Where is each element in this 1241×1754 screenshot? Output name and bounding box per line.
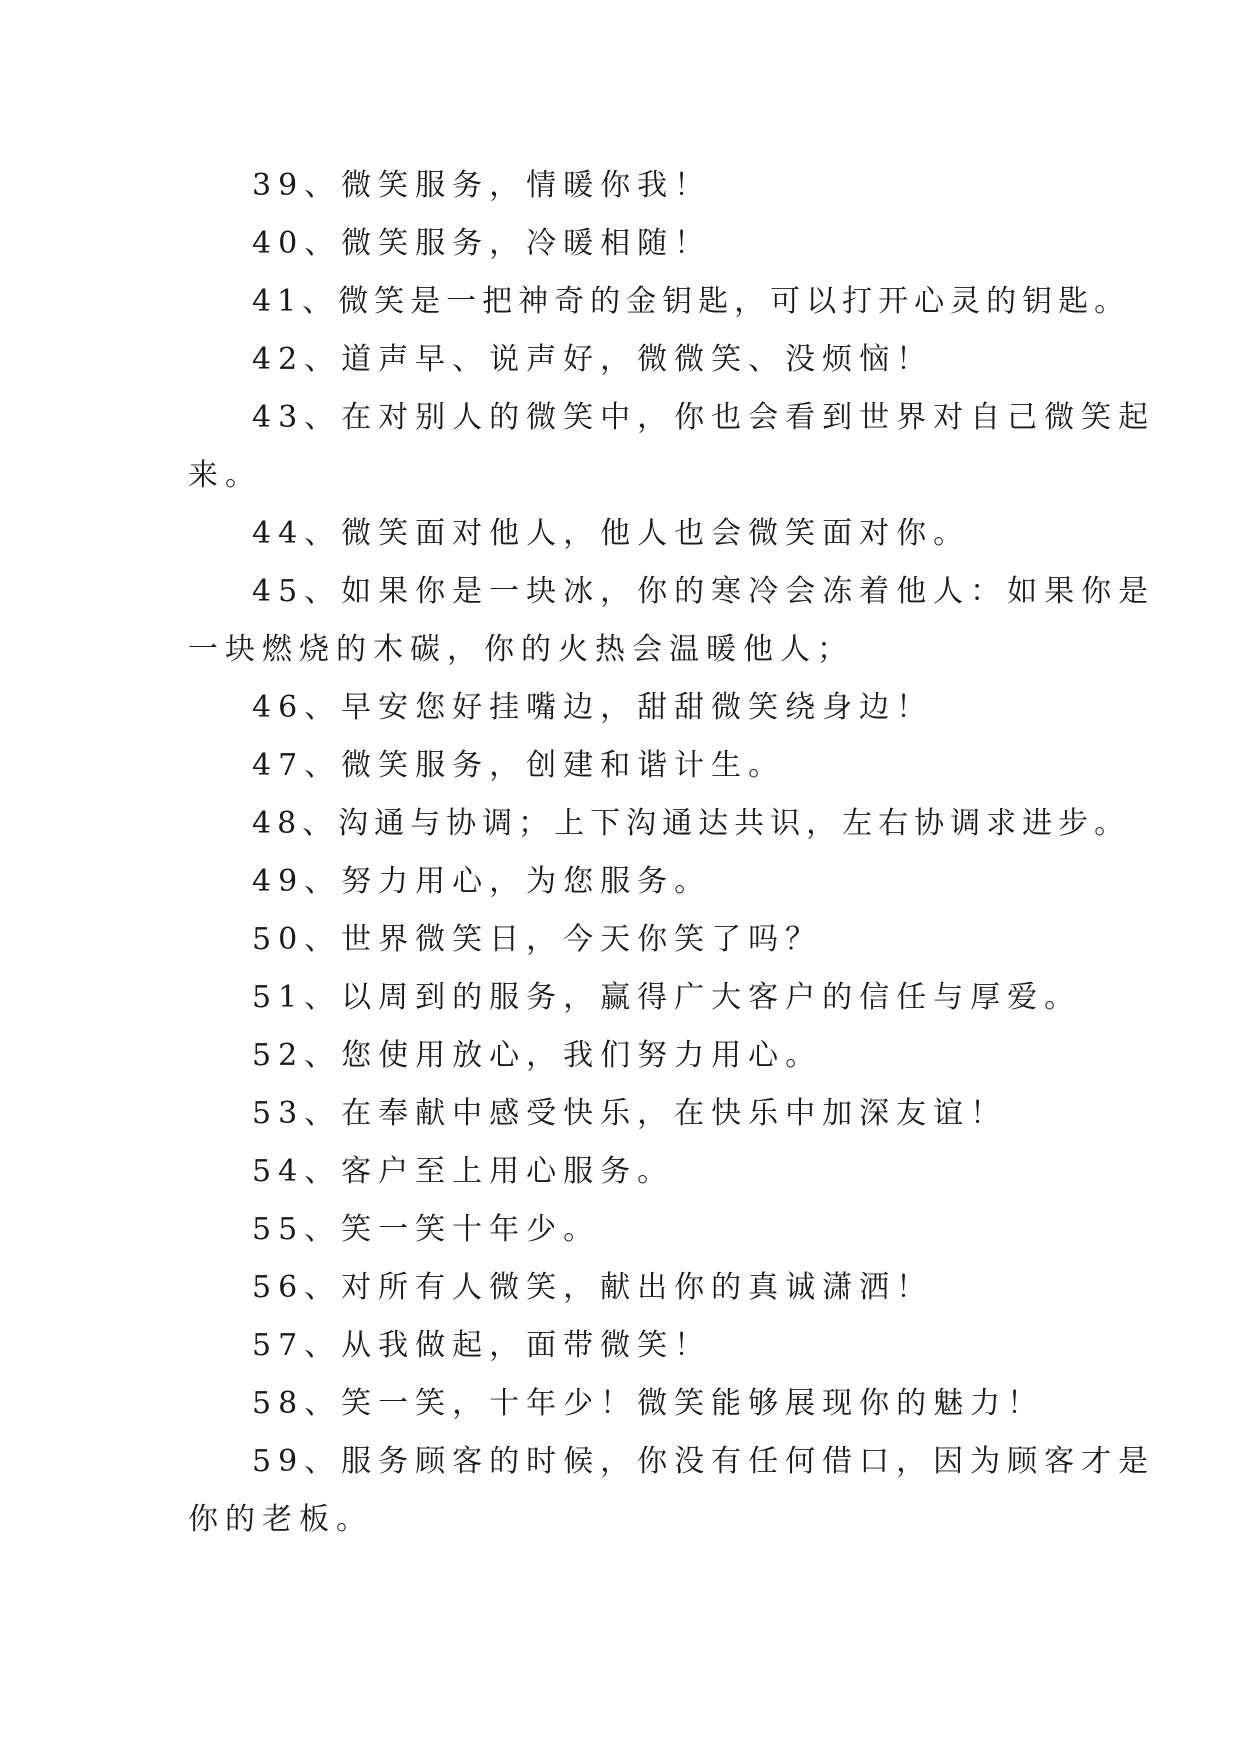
slogan-59: 59、服务顾客的时候，你没有任何借口，因为顾客才是 <box>252 1444 1156 1479</box>
slogan-43-continuation: 来。 <box>188 458 262 493</box>
slogan-40: 40、微笑服务，冷暖相随！ <box>252 226 712 261</box>
slogan-48: 48、沟通与协调；上下沟通达共识，左右协调求进步。 <box>252 806 1131 841</box>
slogan-50: 50、世界微笑日，今天你笑了吗？ <box>252 922 823 957</box>
slogan-39: 39、微笑服务，情暖你我！ <box>252 168 712 203</box>
slogan-46: 46、早安您好挂嘴边，甜甜微笑绕身边！ <box>252 690 934 725</box>
slogan-56: 56、对所有人微笑，献出你的真诚潇洒！ <box>252 1270 934 1305</box>
slogan-41: 41、微笑是一把神奇的金钥匙，可以打开心灵的钥匙。 <box>252 284 1131 319</box>
slogan-59-continuation: 你的老板。 <box>188 1502 373 1537</box>
slogan-44: 44、微笑面对他人，他人也会微笑面对你。 <box>252 516 971 551</box>
slogan-54: 54、客户至上用心服务。 <box>252 1154 675 1189</box>
slogan-43: 43、在对别人的微笑中，你也会看到世界对自己微笑起 <box>252 400 1156 435</box>
slogan-55: 55、笑一笑十年少。 <box>252 1212 601 1247</box>
slogan-45-continuation: 一块燃烧的木碳，你的火热会温暖他人； <box>188 632 854 667</box>
slogan-42: 42、道声早、说声好，微微笑、没烦恼！ <box>252 342 934 377</box>
slogan-49: 49、努力用心，为您服务。 <box>252 864 712 899</box>
slogan-58: 58、笑一笑，十年少！微笑能够展现你的魅力！ <box>252 1386 1045 1421</box>
slogan-53: 53、在奉献中感受快乐，在快乐中加深友谊！ <box>252 1096 1008 1131</box>
slogan-51: 51、以周到的服务，赢得广大客户的信任与厚爱。 <box>252 980 1082 1015</box>
slogan-52: 52、您使用放心，我们努力用心。 <box>252 1038 823 1073</box>
slogan-47: 47、微笑服务，创建和谐计生。 <box>252 748 786 783</box>
slogan-57: 57、从我做起，面带微笑！ <box>252 1328 712 1363</box>
slogan-45: 45、如果你是一块冰，你的寒冷会冻着他人：如果你是 <box>252 574 1156 609</box>
